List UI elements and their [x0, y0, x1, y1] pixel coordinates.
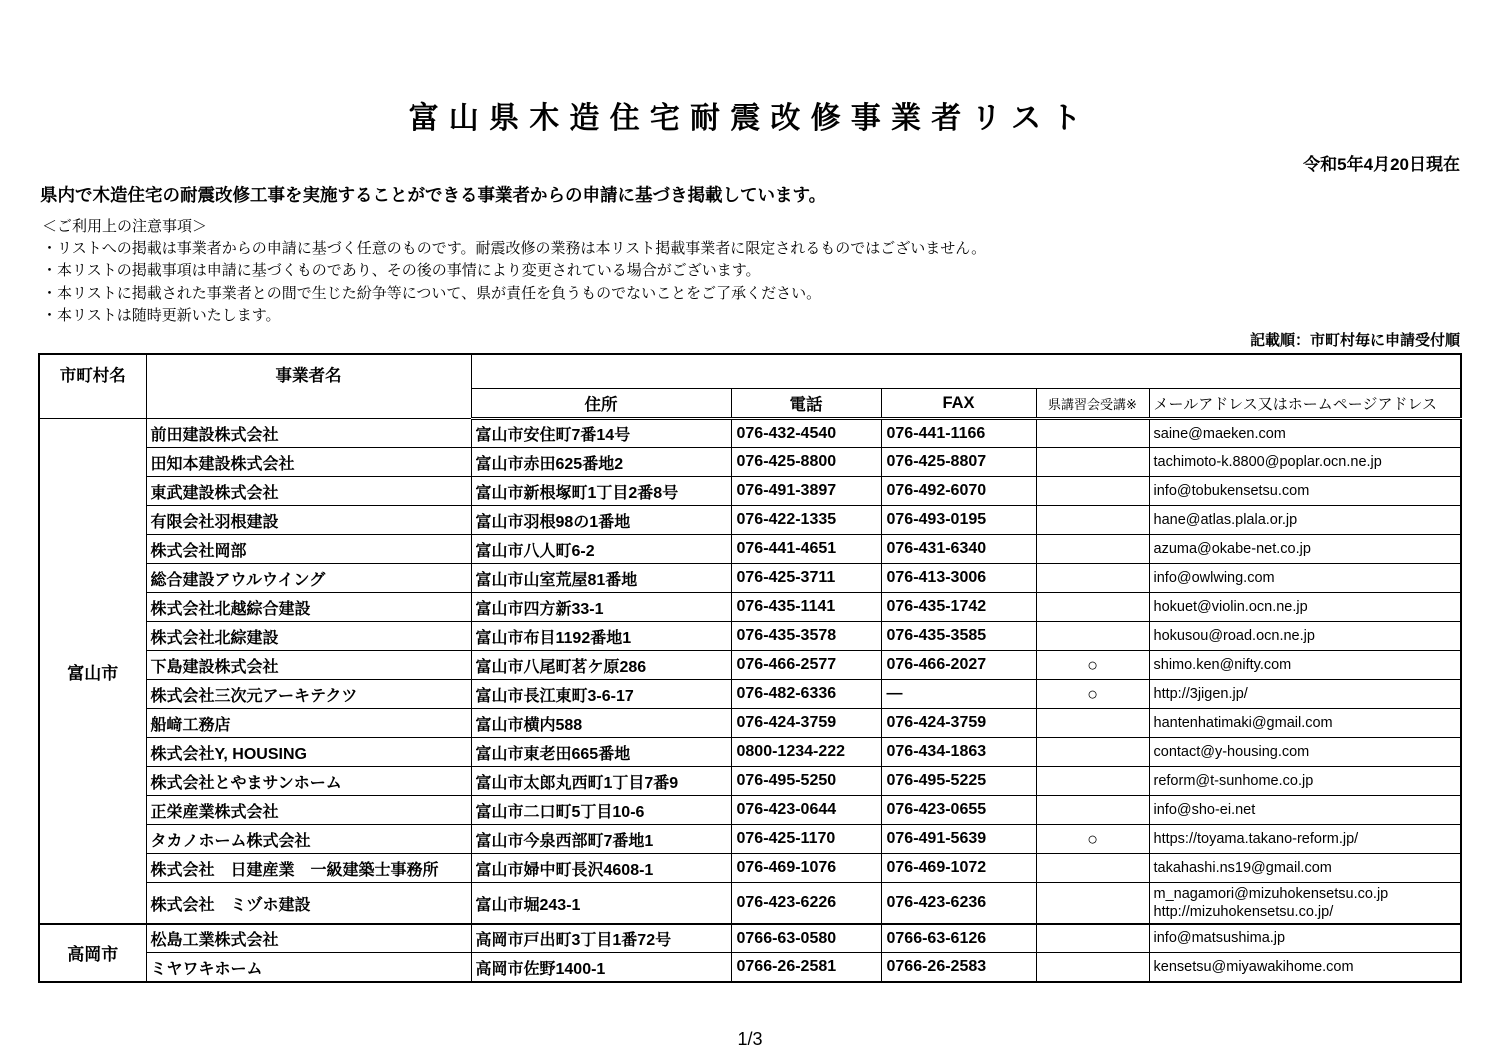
page-title: 富山県木造住宅耐震改修事業者リスト [408, 102, 1092, 135]
fax-cell: ― [881, 680, 1036, 709]
email-line: https://toyama.takano-reform.jp/ [1153, 831, 1359, 848]
business-name-cell: 株式会社北越綜合建設 [146, 593, 471, 622]
email-line: hokuet@violin.ocn.ne.jp [1153, 599, 1308, 616]
email-cell [1149, 622, 1461, 651]
table-row [39, 738, 1461, 767]
phone-cell: 076-425-3711 [731, 564, 881, 593]
phone-cell: 076-466-2577 [731, 651, 881, 680]
email-line: reform@t-sunhome.co.jp [1153, 773, 1314, 790]
fax-cell: 076-466-2027 [881, 651, 1036, 680]
lecture-mark-cell: ○ [1036, 651, 1149, 680]
email-cell [1149, 738, 1461, 767]
note-item: ・本リストの掲載事項は申請に基づくものであり、その後の事情により変更されている場合がございます。 [42, 262, 761, 280]
phone-cell: 076-491-3897 [731, 477, 881, 506]
email-cell [1149, 506, 1461, 535]
business-name-cell: 前田建設株式会社 [146, 419, 471, 448]
email-cell [1149, 564, 1461, 593]
phone-cell: 0766-26-2581 [731, 953, 881, 982]
lecture-mark-cell [1036, 448, 1149, 477]
table-row [39, 535, 1461, 564]
business-name-cell: 正栄産業株式会社 [146, 796, 471, 825]
lecture-mark-cell [1036, 622, 1149, 651]
lecture-mark-cell [1036, 477, 1149, 506]
fax-cell: 076-495-5225 [881, 767, 1036, 796]
fax-cell: 076-431-6340 [881, 535, 1036, 564]
business-name-cell: 松島工業株式会社 [146, 924, 471, 953]
municipality-cell: 高岡市 [39, 924, 146, 982]
order-note: 記載順：市町村毎に申請受付順 [1249, 331, 1460, 349]
phone-cell: 076-435-3578 [731, 622, 881, 651]
table-row [39, 448, 1461, 477]
email-cell [1149, 680, 1461, 709]
business-name-cell: ミヤワキホーム [146, 953, 471, 982]
note-item: ・リストへの掲載は事業者からの申請に基づく任意のものです。耐震改修の業務は本リスト掲載事業者に限定されるものではございません。 [42, 240, 987, 258]
email-line: takahashi.ns19@gmail.com [1153, 860, 1332, 877]
phone-cell: 076-425-8800 [731, 448, 881, 477]
address-cell: 富山市堀243-1 [471, 883, 731, 924]
fax-cell: 076-435-3585 [881, 622, 1036, 651]
email-cell [1149, 419, 1461, 448]
fax-cell: 0766-26-2583 [881, 953, 1036, 982]
business-name-cell: 株式会社 日建産業 一級建築士事務所 [146, 854, 471, 883]
email-cell [1149, 924, 1461, 953]
business-name-cell: 株式会社とやまサンホーム [146, 767, 471, 796]
table-row [39, 651, 1461, 680]
lecture-mark-cell [1036, 854, 1149, 883]
business-name-cell: 株式会社北綜建設 [146, 622, 471, 651]
email-cell [1149, 448, 1461, 477]
lecture-mark-cell [1036, 419, 1149, 448]
address-cell: 富山市八人町6-2 [471, 535, 731, 564]
lecture-mark-cell [1036, 709, 1149, 738]
email-cell [1149, 477, 1461, 506]
business-name-cell: 総合建設アウルウイング [146, 564, 471, 593]
phone-cell: 076-435-1141 [731, 593, 881, 622]
phone-cell: 076-423-0644 [731, 796, 881, 825]
address-cell: 富山市婦中町長沢4608-1 [471, 854, 731, 883]
phone-cell: 076-469-1076 [731, 854, 881, 883]
business-name-cell: 株式会社三次元アーキテクツ [146, 680, 471, 709]
business-name-cell: 株式会社Y, HOUSING [146, 738, 471, 767]
address-cell: 富山市二口町5丁目10-6 [471, 796, 731, 825]
intro-text: 県内で木造住宅の耐震改修工事を実施することができる事業者からの申請に基づき掲載しています。 [40, 185, 827, 205]
fax-cell: 076-491-5639 [881, 825, 1036, 854]
current-date-label: 令和5年4月20日現在 [1303, 155, 1460, 174]
lecture-mark-cell [1036, 535, 1149, 564]
lecture-mark-cell: ○ [1036, 825, 1149, 854]
email-cell [1149, 825, 1461, 854]
phone-cell: 076-432-4540 [731, 419, 881, 448]
col-header-municipality: 市町村名 [39, 354, 146, 419]
table-row [39, 477, 1461, 506]
municipality-cell: 富山市 [39, 419, 146, 924]
table-row [39, 506, 1461, 535]
address-cell: 富山市今泉西部町7番地1 [471, 825, 731, 854]
contractor-table [38, 353, 1462, 983]
table-row [39, 796, 1461, 825]
email-line: http://mizuhokensetsu.co.jp/ [1153, 904, 1334, 921]
fax-cell: 076-425-8807 [881, 448, 1036, 477]
email-line: contact@y-housing.com [1153, 744, 1310, 761]
email-line: shimo.ken@nifty.com [1153, 657, 1292, 674]
address-cell: 富山市太郎丸西町1丁目7番9 [471, 767, 731, 796]
business-name-cell: 田知本建設株式会社 [146, 448, 471, 477]
fax-cell: 076-441-1166 [881, 419, 1036, 448]
email-line: info@sho-ei.net [1153, 802, 1256, 819]
table-row [39, 924, 1461, 953]
address-cell: 富山市東老田665番地 [471, 738, 731, 767]
fax-cell: 076-435-1742 [881, 593, 1036, 622]
address-cell: 富山市新根塚町1丁目2番8号 [471, 477, 731, 506]
phone-cell: 076-422-1335 [731, 506, 881, 535]
phone-cell: 0766-63-0580 [731, 924, 881, 953]
col-header-phone: 電話 [731, 389, 881, 419]
fax-cell: 076-469-1072 [881, 854, 1036, 883]
col-header-business: 事業者名 [146, 354, 471, 419]
email-line: saine@maeken.com [1153, 425, 1286, 442]
email-line: info@matsushima.jp [1153, 930, 1286, 947]
phone-cell: 0800-1234-222 [731, 738, 881, 767]
fax-cell: 076-424-3759 [881, 709, 1036, 738]
table-row [39, 825, 1461, 854]
phone-cell: 076-423-6226 [731, 883, 881, 924]
note-item: ・本リストは随時更新いたします。 [42, 306, 281, 324]
email-cell [1149, 709, 1461, 738]
address-cell: 富山市横内588 [471, 709, 731, 738]
email-cell [1149, 796, 1461, 825]
business-name-cell: 船﨑工務店 [146, 709, 471, 738]
lecture-mark-cell [1036, 796, 1149, 825]
email-line: hantenhatimaki@gmail.com [1153, 715, 1333, 732]
email-cell [1149, 953, 1461, 982]
email-line: hane@atlas.plala.or.jp [1153, 512, 1298, 529]
fax-cell: 076-492-6070 [881, 477, 1036, 506]
phone-cell: 076-482-6336 [731, 680, 881, 709]
lecture-mark-cell [1036, 924, 1149, 953]
address-cell: 高岡市佐野1400-1 [471, 953, 731, 982]
lecture-mark-cell [1036, 883, 1149, 924]
email-line: azuma@okabe-net.co.jp [1153, 541, 1311, 558]
lecture-mark-cell [1036, 738, 1149, 767]
address-cell: 高岡市戸出町3丁目1番72号 [471, 924, 731, 953]
col-header-email: メールアドレス又はホームページアドレス [1149, 389, 1461, 419]
address-cell: 富山市羽根98の1番地 [471, 506, 731, 535]
note-item: ・本リストに掲載された事業者との間で生じた紛争等について、県が責任を負うものでないことをご了承ください。 [42, 284, 822, 302]
address-cell: 富山市安住町7番14号 [471, 419, 731, 448]
table-row [39, 622, 1461, 651]
fax-cell: 076-434-1863 [881, 738, 1036, 767]
lecture-mark-cell [1036, 953, 1149, 982]
address-cell: 富山市八尾町茗ケ原286 [471, 651, 731, 680]
col-header-address: 住所 [471, 389, 731, 419]
notes-heading: ＜ご利用上の注意事項＞ [42, 218, 208, 235]
table-row [39, 419, 1461, 448]
lecture-mark-cell [1036, 506, 1149, 535]
table-row [39, 953, 1461, 982]
business-name-cell: 下島建設株式会社 [146, 651, 471, 680]
email-line: tachimoto-k.8800@poplar.ocn.ne.jp [1153, 454, 1382, 471]
table-row [39, 593, 1461, 622]
phone-cell: 076-425-1170 [731, 825, 881, 854]
email-line: m_nagamori@mizuhokensetsu.co.jp [1153, 885, 1389, 902]
address-cell: 富山市布目1192番地1 [471, 622, 731, 651]
business-name-cell: 株式会社 ミヅホ建設 [146, 883, 471, 924]
email-cell [1149, 767, 1461, 796]
email-cell [1149, 593, 1461, 622]
address-cell: 富山市山室荒屋81番地 [471, 564, 731, 593]
usage-notes [0, 216, 1500, 327]
email-cell [1149, 535, 1461, 564]
phone-cell: 076-424-3759 [731, 709, 881, 738]
phone-cell: 076-441-4651 [731, 535, 881, 564]
table-row [39, 564, 1461, 593]
address-cell: 富山市長江東町3-6-17 [471, 680, 731, 709]
email-line: kensetsu@miyawakihome.com [1153, 958, 1354, 975]
email-cell [1149, 883, 1461, 924]
lecture-mark-cell [1036, 593, 1149, 622]
business-name-cell: 東武建設株式会社 [146, 477, 471, 506]
lecture-mark-cell [1036, 564, 1149, 593]
email-line: http://3jigen.jp/ [1153, 686, 1248, 703]
fax-cell: 076-493-0195 [881, 506, 1036, 535]
fax-cell: 076-423-6236 [881, 883, 1036, 924]
address-cell: 富山市赤田625番地2 [471, 448, 731, 477]
header-row-top [39, 354, 1461, 389]
address-cell: 富山市四方新33-1 [471, 593, 731, 622]
fax-cell: 0766-63-6126 [881, 924, 1036, 953]
table-row [39, 854, 1461, 883]
business-name-cell: タカノホーム株式会社 [146, 825, 471, 854]
header-spacer [471, 354, 1461, 389]
phone-cell: 076-495-5250 [731, 767, 881, 796]
table-row [39, 883, 1461, 924]
table-row [39, 680, 1461, 709]
table-row [39, 709, 1461, 738]
table-row [39, 767, 1461, 796]
lecture-mark-cell [1036, 767, 1149, 796]
fax-cell: 076-413-3006 [881, 564, 1036, 593]
email-line: info@owlwing.com [1153, 570, 1275, 587]
page-number: 1/3 [737, 1028, 763, 1049]
fax-cell: 076-423-0655 [881, 796, 1036, 825]
email-line: info@tobukensetsu.com [1153, 483, 1310, 500]
col-header-fax: FAX [881, 389, 1036, 419]
col-header-lecture: 県講習会受講※ [1036, 389, 1149, 419]
business-name-cell: 有限会社羽根建設 [146, 506, 471, 535]
email-cell [1149, 651, 1461, 680]
email-line: hokusou@road.ocn.ne.jp [1153, 628, 1315, 645]
email-cell [1149, 854, 1461, 883]
lecture-mark-cell: ○ [1036, 680, 1149, 709]
business-name-cell: 株式会社岡部 [146, 535, 471, 564]
